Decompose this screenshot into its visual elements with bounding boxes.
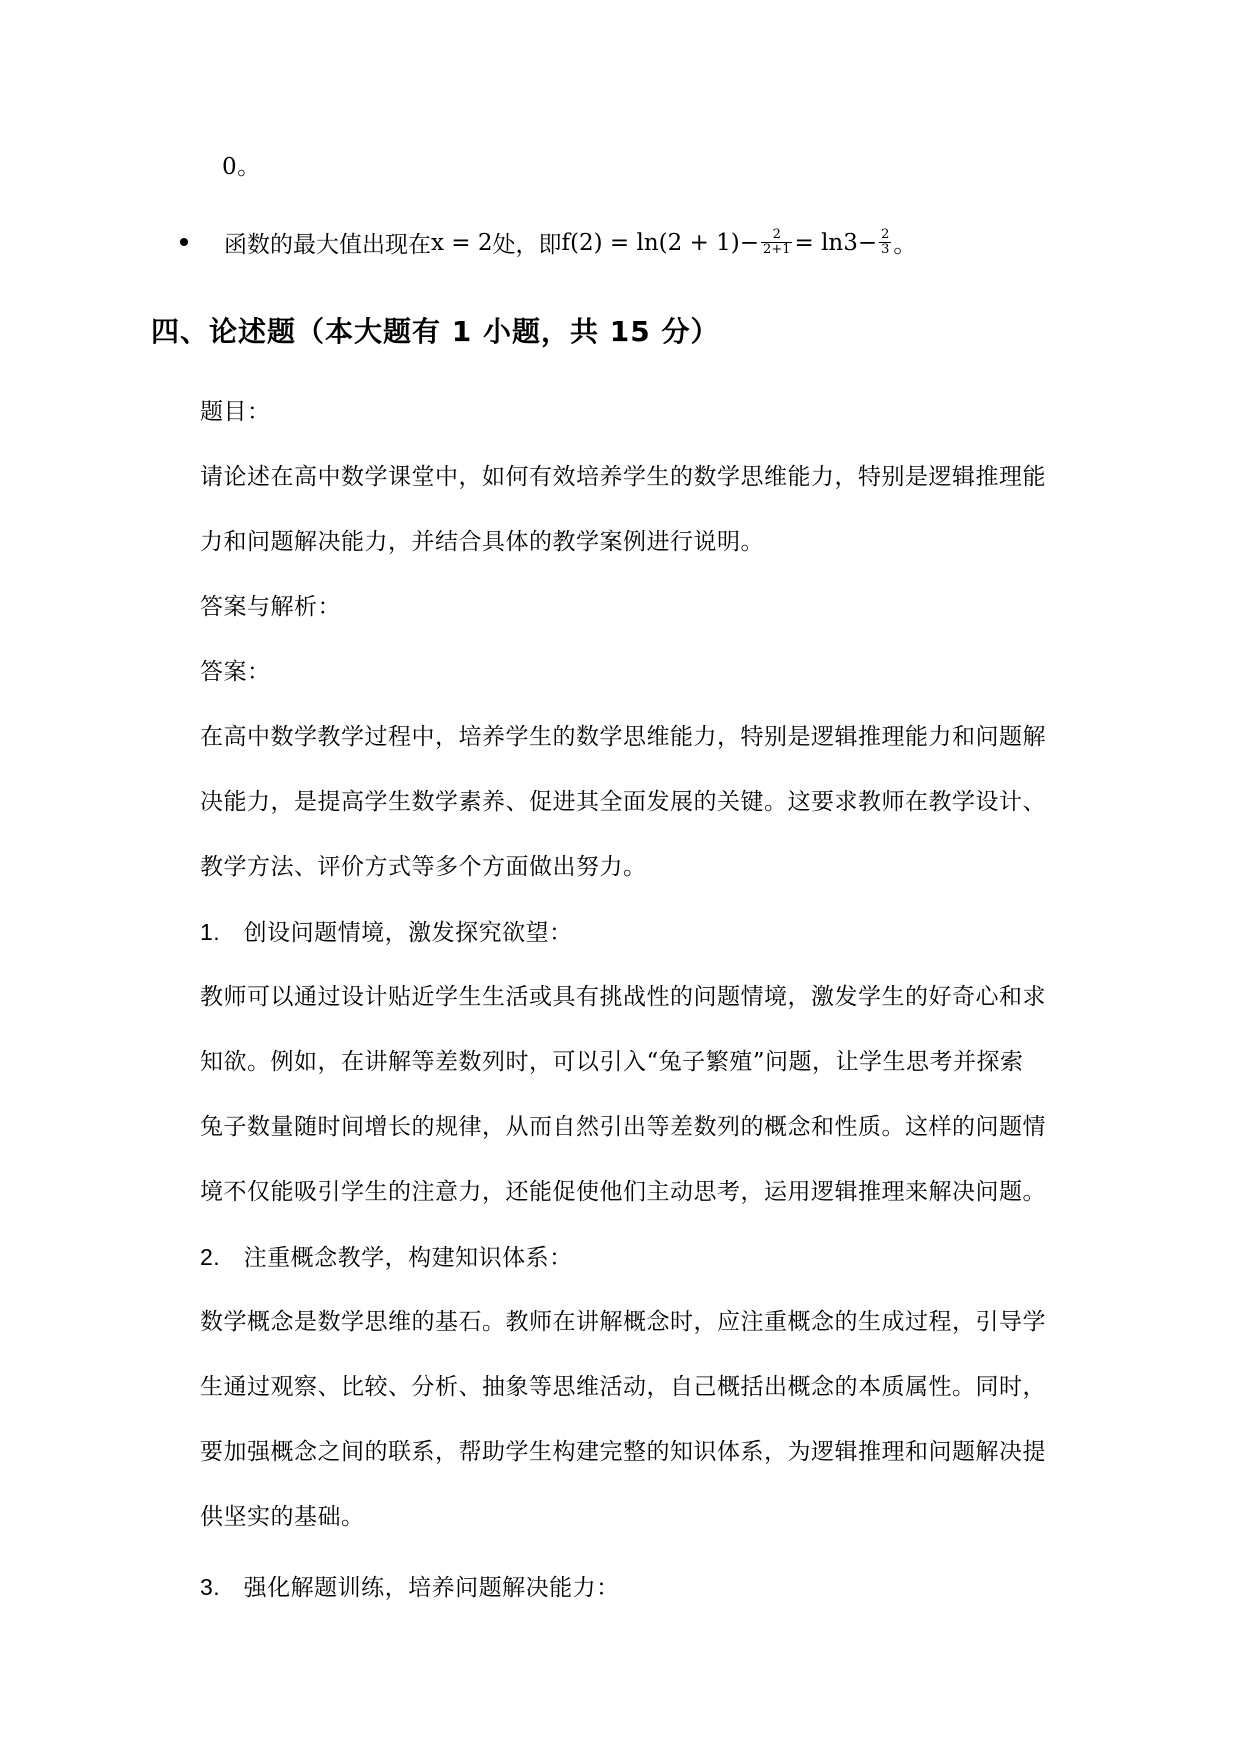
point-2-line-3: 要加强概念之间的联系，帮助学生构建完整的知识体系，为逻辑推理和问题解决提 bbox=[200, 1439, 1046, 1465]
fraction-2-numerator: 2 bbox=[881, 227, 890, 242]
bullet-text bbox=[224, 226, 916, 259]
point-1-number: 1. bbox=[200, 919, 221, 945]
fraction-1 bbox=[761, 228, 792, 257]
question-line-2: 力和问题解决能力，并结合具体的教学案例进行说明。 bbox=[200, 529, 764, 555]
question-line-1: 请论述在高中数学课堂中，如何有效培养学生的数学思维能力，特别是逻辑推理能 bbox=[200, 464, 1046, 490]
fraction-1-numerator: 2 bbox=[772, 227, 781, 242]
fraction-2 bbox=[879, 228, 891, 257]
bullet-dot-icon bbox=[180, 238, 188, 246]
point-3-number: 3. bbox=[200, 1574, 221, 1600]
answer-line-2: 决能力，是提高学生数学素养、促进其全面发展的关键。这要求教师在教学设计、 bbox=[200, 789, 1046, 815]
answer-label: 答案： bbox=[200, 659, 271, 685]
bullet-mid: 处，即 bbox=[492, 232, 562, 258]
bullet-prefix: 函数的最大值出现在 bbox=[224, 232, 431, 258]
fraction-1-denominator: 2+1 bbox=[763, 242, 791, 257]
point-2-line-4: 供坚实的基础。 bbox=[200, 1504, 365, 1530]
answer-line-1: 在高中数学教学过程中，培养学生的数学思维能力，特别是逻辑推理能力和问题解 bbox=[200, 724, 1046, 750]
point-1-line-2: 知欲。例如，在讲解等差数列时，可以引入“兔子繁殖”问题，让学生思考并探索 bbox=[200, 1049, 1024, 1075]
eq-x: x = 2 bbox=[431, 229, 493, 256]
point-3-title: 强化解题训练，培养问题解决能力： bbox=[243, 1575, 620, 1601]
point-1-line-3: 兔子数量随时间增长的规律，从而自然引出等差数列的概念和性质。这样的问题情 bbox=[200, 1114, 1046, 1140]
point-1-line-4: 境不仅能吸引学生的注意力，还能促使他们主动思考，运用逻辑推理来解决问题。 bbox=[200, 1179, 1046, 1205]
point-2-line-1: 数学概念是数学思维的基石。教师在讲解概念时，应注重概念的生成过程，引导学 bbox=[200, 1309, 1046, 1335]
expr-mid: = ln3− bbox=[794, 229, 878, 256]
point-1-heading bbox=[200, 917, 573, 948]
bullet-end: 。 bbox=[893, 232, 917, 258]
section-heading: 四、论述题（本大题有 1 小题，共 15 分） bbox=[151, 315, 720, 348]
point-1-line-1: 教师可以通过设计贴近学生生活或具有挑战性的问题情境，激发学生的好奇心和求 bbox=[200, 984, 1046, 1010]
expr-left: f(2) = ln(2 + 1)− bbox=[561, 229, 760, 256]
point-2-number: 2. bbox=[200, 1244, 221, 1270]
answer-line-3: 教学方法、评价方式等多个方面做出努力。 bbox=[200, 854, 647, 880]
fraction-2-denominator: 3 bbox=[881, 242, 890, 257]
question-label: 题目： bbox=[200, 399, 271, 425]
answer-analysis-label: 答案与解析： bbox=[200, 594, 341, 620]
point-2-heading bbox=[200, 1242, 573, 1273]
point-2-line-2: 生通过观察、比较、分析、抽象等思维活动，自己概括出概念的本质属性。同时， bbox=[200, 1374, 1046, 1400]
point-2-title: 注重概念教学，构建知识体系： bbox=[243, 1245, 573, 1271]
continuation-text: 0。 bbox=[222, 154, 261, 180]
point-1-title: 创设问题情境，激发探究欲望： bbox=[243, 920, 573, 946]
point-3-heading bbox=[200, 1572, 620, 1603]
